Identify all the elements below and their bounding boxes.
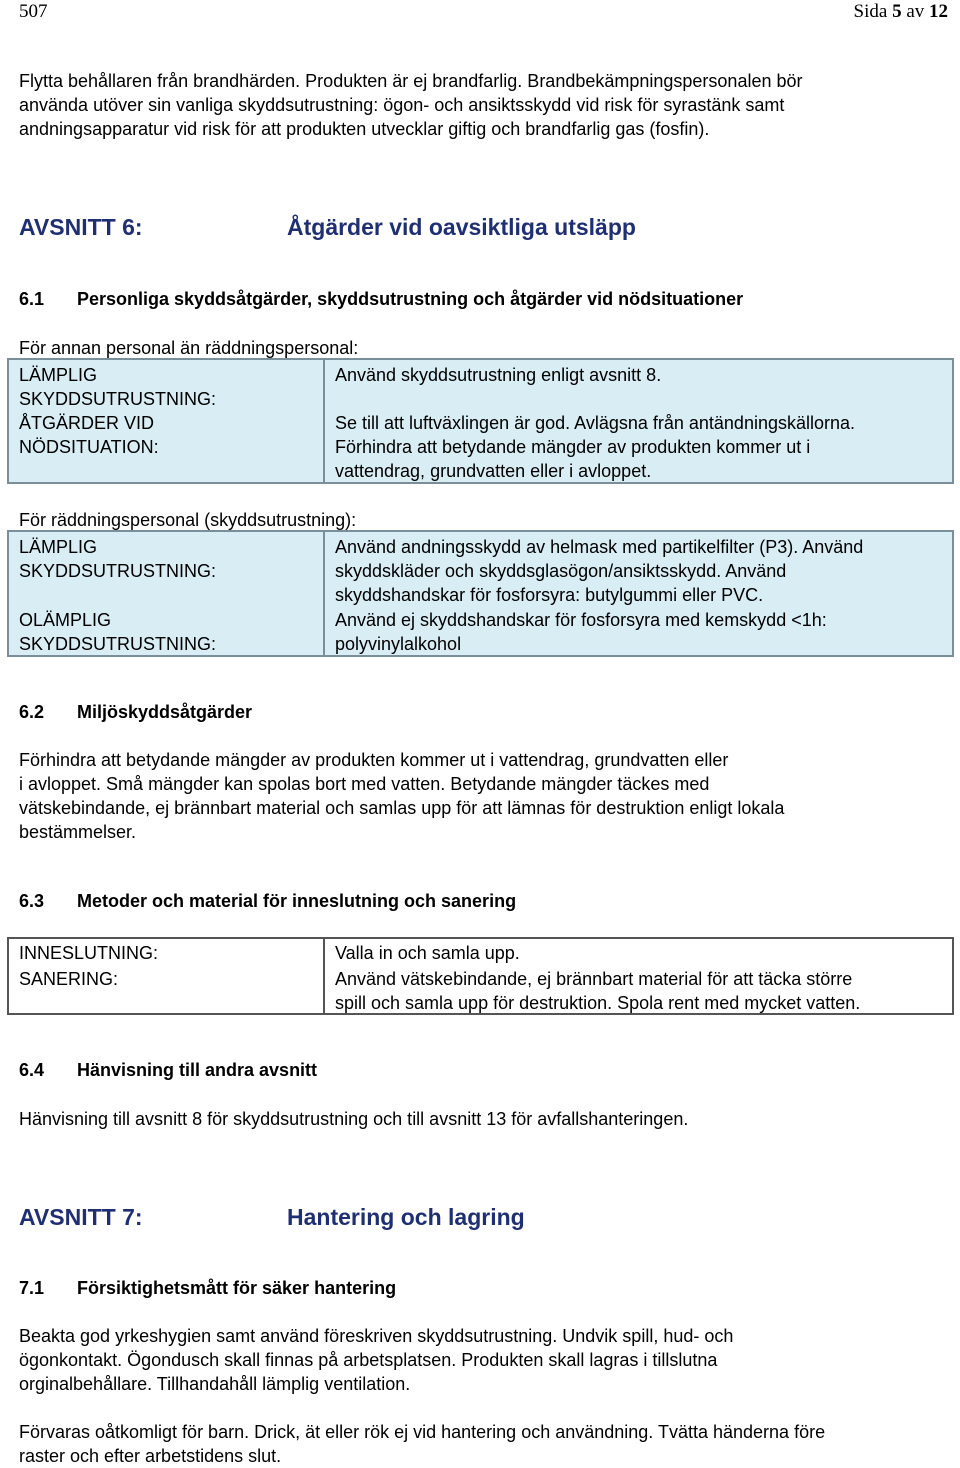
table-divider — [323, 360, 325, 482]
subsection-6-3-heading — [19, 891, 516, 912]
intro-line: använda utöver sin vanliga skyddsutrustning: ögon- och ansiktsskydd vid risk för syrastänk samt — [19, 95, 785, 115]
intro-line: andningsapparatur vid risk för att produkten utvecklar giftig och brandfarlig gas (fosfin). — [19, 119, 710, 139]
subsection-number: 6.3 — [19, 891, 45, 911]
page-header-doc-number: 507 — [19, 1, 48, 22]
subsection-7-1-heading — [19, 1278, 396, 1299]
rescue-intro: För räddningspersonal (skyddsutrustning): — [19, 510, 357, 530]
value-line: spill och samla upp för destruktion. Spola rent med mycket vatten. — [335, 993, 861, 1013]
subsection-title: Försiktighetsmått för säker hantering — [77, 1278, 397, 1298]
value-line: Använd vätskebindande, ej brännbart material för att täcka större — [335, 969, 853, 989]
label-line: INNESLUTNING: — [19, 943, 159, 963]
value-line: Använd ej skyddshandskar för fosforsyra med kemskydd <1h: — [335, 610, 827, 630]
handling-paragraph — [19, 1324, 949, 1396]
value-line: Använd andningsskydd av helmask med partikelfilter (P3). Använd — [335, 537, 864, 557]
subsection-6-4-heading — [19, 1060, 317, 1081]
paragraph-line: i avloppet. Små mängder kan spolas bort med vatten. Betydande mängder täckes med — [19, 774, 710, 794]
section-7-label: AVSNITT 7: — [19, 1204, 143, 1230]
paragraph-line: raster och efter arbetstidens slut. — [19, 1446, 282, 1466]
page-current: 5 — [892, 1, 902, 22]
paragraph-line: ögonkontakt. Ögondusch skall finnas på arbetsplatsen. Produkten skall lagras i tillslutna — [19, 1350, 718, 1370]
label-line: LÄMPLIG — [19, 365, 98, 385]
subsection-6-2-heading — [19, 702, 252, 723]
value-line: Se till att luftväxlingen är god. Avlägsna från antändningskällorna. — [335, 413, 856, 433]
subsection-6-1-heading — [19, 289, 743, 310]
subsection-number: 6.1 — [19, 289, 45, 309]
label-line: SANERING: — [19, 969, 119, 989]
subsection-number: 7.1 — [19, 1278, 45, 1298]
non-rescue-table — [7, 358, 954, 484]
subsection-title: Personliga skyddsåtgärder, skyddsutrustning och åtgärder vid nödsituationer — [77, 289, 744, 309]
label-line: OLÄMPLIG — [19, 610, 112, 630]
page-total: 12 — [929, 1, 948, 22]
subsection-number: 6.2 — [19, 702, 45, 722]
label-line: LÄMPLIG — [19, 537, 98, 557]
paragraph-line: Förvaras oåtkomligt för barn. Drick, ät eller rök ej vid hantering och användning. Tvätta händerna före — [19, 1422, 826, 1442]
storage-paragraph — [19, 1420, 949, 1468]
section-6-label: AVSNITT 6: — [19, 214, 143, 240]
table-divider — [323, 939, 325, 1013]
rescue-table — [7, 530, 954, 657]
label-line: NÖDSITUATION: — [19, 437, 159, 457]
value-line: polyvinylalkohol — [335, 634, 462, 654]
value-line: Valla in och samla upp. — [335, 943, 520, 963]
section-6-title: Åtgärder vid oavsiktliga utsläpp — [287, 214, 636, 240]
containment-table — [7, 937, 954, 1015]
table-value — [335, 608, 950, 656]
paragraph-line: bestämmelser. — [19, 822, 137, 842]
subsection-title: Miljöskyddsåtgärder — [77, 702, 253, 722]
value-line: skyddskläder och skyddsglasögon/ansiktsskydd. Använd — [335, 561, 787, 581]
table-divider — [323, 532, 325, 655]
reference-paragraph: Hänvisning till avsnitt 8 för skyddsutrustning och till avsnitt 13 för avfallshanteringen. — [19, 1109, 689, 1129]
page-number — [854, 1, 948, 23]
intro-paragraph — [19, 69, 949, 141]
environment-paragraph — [19, 748, 949, 844]
paragraph-line: vätskebindande, ej brännbart material och samlas upp för att lämnas för destruktion enligt lokala — [19, 798, 785, 818]
page-prefix: Sida — [853, 1, 893, 22]
subsection-title: Hänvisning till andra avsnitt — [77, 1060, 318, 1080]
table-label — [19, 608, 319, 656]
table-label — [19, 535, 319, 583]
table-value — [335, 941, 950, 1015]
value-line: skyddshandskar för fosforsyra: butylgummi eller PVC. — [335, 585, 764, 605]
table-value: Använd skyddsutrustning enligt avsnitt 8. — [335, 365, 662, 385]
section-7-title: Hantering och lagring — [287, 1204, 525, 1230]
paragraph-line: Förhindra att betydande mängder av produkten kommer ut i vattendrag, grundvatten eller — [19, 750, 729, 770]
label-line: SKYDDSUTRUSTNING: — [19, 634, 217, 654]
paragraph-line: Beakta god yrkeshygien samt använd föreskriven skyddsutrustning. Undvik spill, hud- och — [19, 1326, 734, 1346]
table-value — [335, 535, 950, 607]
table-label — [19, 411, 319, 459]
table-label — [19, 941, 319, 991]
value-line: Förhindra att betydande mängder av produkten kommer ut i — [335, 437, 811, 457]
table-value — [335, 411, 950, 483]
non-rescue-intro: För annan personal än räddningspersonal: — [19, 338, 359, 358]
subsection-number: 6.4 — [19, 1060, 45, 1080]
table-label — [19, 363, 319, 411]
paragraph-line: orginalbehållare. Tillhandahåll lämplig ventilation. — [19, 1374, 411, 1394]
page-mid: av — [901, 1, 929, 22]
value-line: vattendrag, grundvatten eller i avloppet. — [335, 461, 652, 481]
label-line: SKYDDSUTRUSTNING: — [19, 389, 217, 409]
intro-line: Flytta behållaren från brandhärden. Produkten är ej brandfarlig. Brandbekämpningspersonalen bör — [19, 71, 803, 91]
label-line: ÅTGÄRDER VID — [19, 413, 155, 433]
label-line: SKYDDSUTRUSTNING: — [19, 561, 217, 581]
subsection-title: Metoder och material för inneslutning och sanering — [77, 891, 517, 911]
